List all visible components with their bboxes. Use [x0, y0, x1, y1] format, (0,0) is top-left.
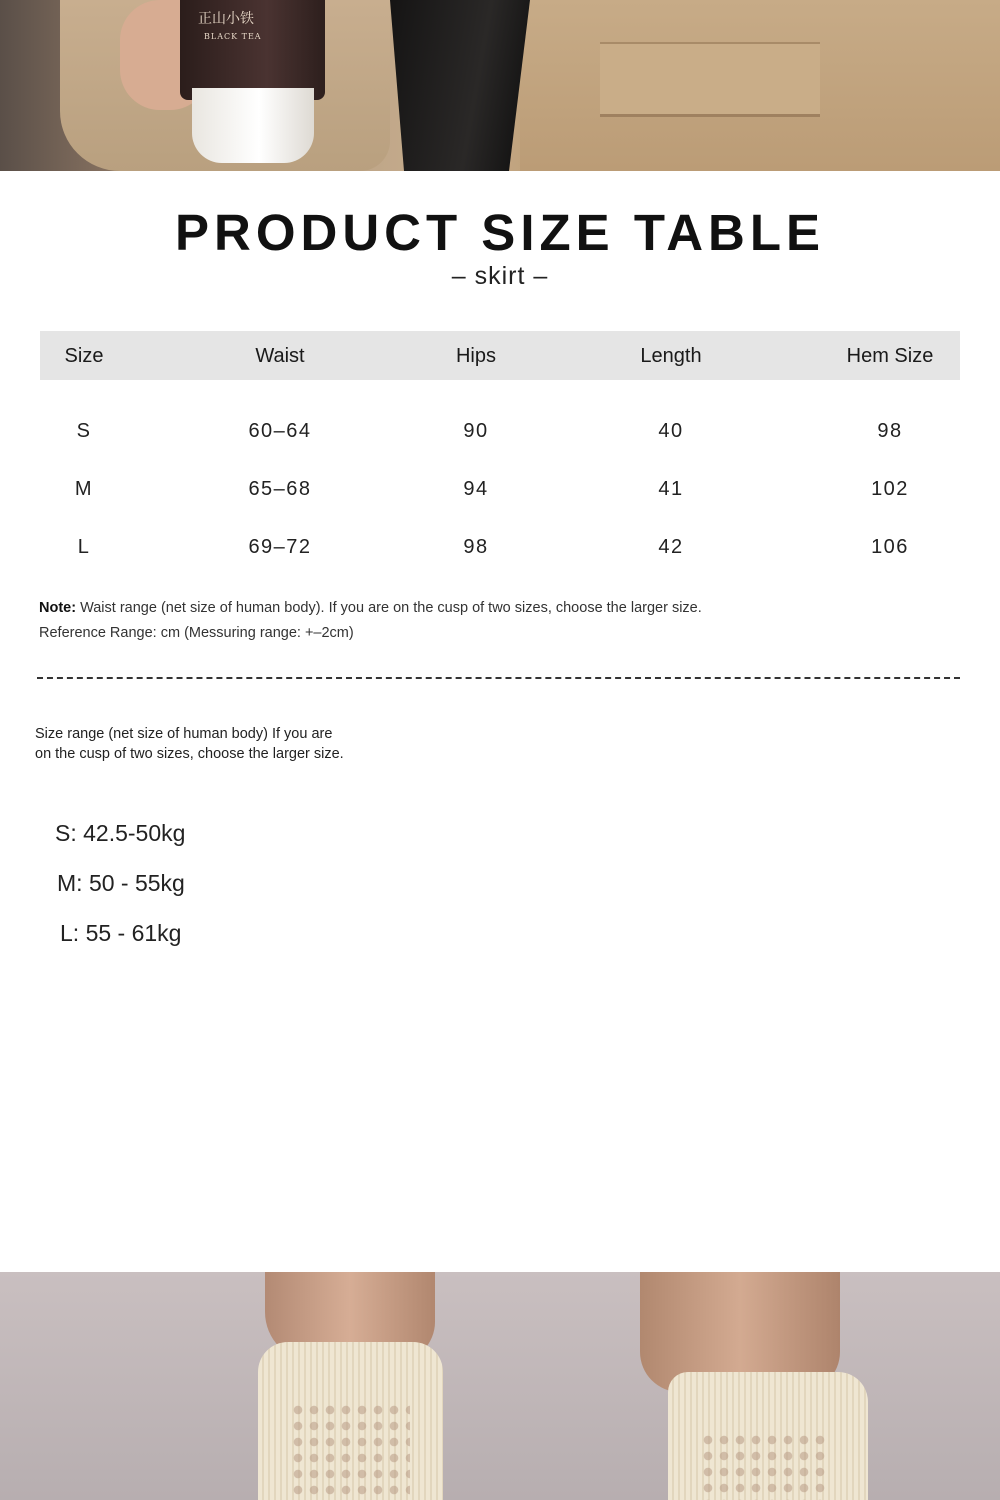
note-label: Note: [39, 600, 77, 616]
dashed-divider [37, 677, 960, 679]
weight-l: L: 55 - 61kg [60, 920, 182, 946]
header-hem-size: Hem Size [846, 345, 934, 367]
note-text: Waist range (net size of human body). If you are on the cusp of two sizes, choose the larger size. [76, 600, 702, 616]
cell-hem-size: 102 [871, 478, 909, 500]
cell-hips: 98 [463, 536, 489, 558]
cell-hem-size: 106 [871, 536, 909, 558]
header-waist: Waist [255, 345, 305, 367]
reference-range: Reference Range: cm (Messuring range: +–2cm) [39, 625, 354, 641]
header-length: Length [640, 345, 702, 367]
tea-cup-base [192, 88, 314, 163]
cell-hips: 94 [463, 478, 489, 500]
cell-waist: 69–72 [248, 536, 312, 558]
coat-pocket [600, 42, 820, 117]
size-note [39, 596, 702, 646]
cell-hem-size: 98 [877, 420, 903, 442]
size-range-note [35, 724, 344, 764]
cell-size: L [77, 536, 91, 558]
weight-s: S: 42.5-50kg [55, 820, 186, 846]
cell-waist: 65–68 [248, 478, 312, 500]
table-row [40, 420, 960, 450]
weight-guide [55, 818, 185, 968]
page-title: PRODUCT SIZE TABLE [174, 204, 826, 261]
range-note-line-2: on the cusp of two sizes, choose the larger size. [35, 746, 344, 762]
note-line [39, 596, 702, 621]
weight-m: M: 50 - 55kg [57, 870, 185, 896]
cell-length: 42 [658, 536, 684, 558]
cup-label [198, 10, 262, 46]
bottom-product-photo [0, 1272, 1000, 1500]
range-note-line-1: Size range (net size of human body) If you are [35, 726, 333, 742]
table-row [40, 536, 960, 566]
cell-waist: 60–64 [248, 420, 312, 442]
black-scarf [390, 0, 530, 171]
table-row [40, 478, 960, 508]
left-sock-openwork [290, 1402, 410, 1500]
cup-label-en: BLACK TEA [204, 32, 262, 41]
cell-size: S [76, 420, 92, 442]
right-sock-openwork [700, 1432, 830, 1500]
size-table-header [40, 331, 960, 380]
top-product-photo [0, 0, 1000, 171]
header-size: Size [64, 345, 104, 367]
page-subtitle: – skirt – [451, 262, 549, 290]
cell-length: 40 [658, 420, 684, 442]
cell-length: 41 [658, 478, 684, 500]
cell-hips: 90 [463, 420, 489, 442]
cup-label-cn: 正山小铁 [198, 11, 254, 27]
header-hips: Hips [455, 345, 496, 367]
cell-size: M [74, 478, 94, 500]
